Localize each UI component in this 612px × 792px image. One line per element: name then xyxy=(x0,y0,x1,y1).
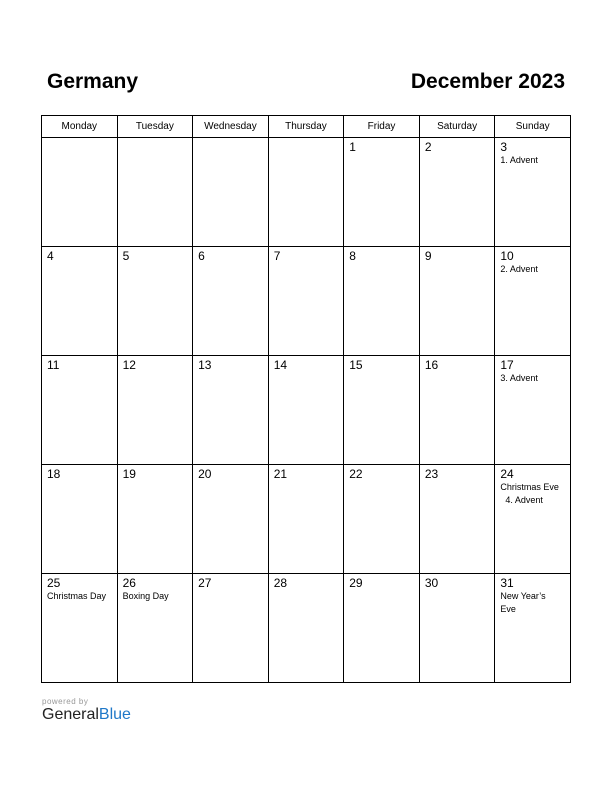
day-number: 16 xyxy=(424,358,439,372)
day-number: 26 xyxy=(122,576,136,590)
day-number: 15 xyxy=(349,358,363,372)
day-number: 10 xyxy=(500,249,514,263)
day-cell xyxy=(268,247,344,356)
holiday-list xyxy=(500,372,562,385)
day-cell xyxy=(495,138,571,247)
weekday-thursday: Thursday xyxy=(268,116,344,138)
day-number: 3 xyxy=(500,140,508,154)
day-cell xyxy=(117,356,193,465)
day-number: 14 xyxy=(273,358,288,372)
day-cell xyxy=(344,465,420,574)
day-cell xyxy=(193,247,269,356)
day-cell xyxy=(268,465,344,574)
day-number: 6 xyxy=(198,249,205,263)
day-number: 8 xyxy=(349,249,356,263)
day-cell xyxy=(193,465,269,574)
holiday-label: Christmas Eve xyxy=(500,482,559,492)
day-number: 7 xyxy=(273,249,281,263)
day-cell xyxy=(193,356,269,465)
week-row xyxy=(42,465,571,574)
holiday-list xyxy=(500,154,562,167)
day-number: 11 xyxy=(47,358,60,372)
calendar-grid xyxy=(41,115,571,683)
day-number: 1 xyxy=(349,140,356,154)
day-cell xyxy=(42,138,118,247)
day-cell xyxy=(268,138,344,247)
holiday-list xyxy=(123,590,185,603)
day-number: 21 xyxy=(273,467,288,481)
day-number: 19 xyxy=(122,467,136,481)
day-cell xyxy=(117,574,193,683)
day-cell xyxy=(495,574,571,683)
week-row xyxy=(42,574,571,683)
holiday-list xyxy=(500,481,562,507)
day-number: 9 xyxy=(424,249,432,263)
weekday-saturday: Saturday xyxy=(419,116,495,138)
holiday-label: 1. Advent xyxy=(500,155,538,165)
day-number: 30 xyxy=(424,576,439,590)
week-row xyxy=(42,356,571,465)
week-row xyxy=(42,138,571,247)
holiday-list xyxy=(500,263,562,276)
day-number: 27 xyxy=(198,576,212,590)
generalblue-logo[interactable] xyxy=(42,706,131,724)
brand-second-part: Blue xyxy=(98,706,131,723)
weekday-header-row xyxy=(42,116,571,138)
day-cell xyxy=(419,247,495,356)
day-number: 25 xyxy=(47,576,61,590)
day-cell xyxy=(495,465,571,574)
holiday-label: 2. Advent xyxy=(500,264,538,274)
day-number: 22 xyxy=(349,467,363,481)
day-cell xyxy=(344,138,420,247)
holiday-label: Christmas Day xyxy=(47,591,107,601)
month-title: December 2023 xyxy=(410,70,565,93)
day-cell xyxy=(42,574,118,683)
holiday-label: New Year’s Eve xyxy=(500,591,546,614)
week-row xyxy=(42,247,571,356)
day-number: 20 xyxy=(198,467,212,481)
day-cell xyxy=(344,356,420,465)
day-cell xyxy=(344,247,420,356)
day-cell xyxy=(344,574,420,683)
day-number: 4 xyxy=(47,249,54,263)
day-cell xyxy=(117,465,193,574)
day-cell xyxy=(268,574,344,683)
day-number: 2 xyxy=(424,140,432,154)
day-cell xyxy=(193,138,269,247)
country-title: Germany xyxy=(47,70,139,93)
day-cell xyxy=(419,465,495,574)
day-cell xyxy=(419,138,495,247)
footer-branding xyxy=(42,697,131,724)
holiday-label: 4. Advent xyxy=(505,495,543,505)
holiday-list xyxy=(500,590,562,616)
weekday-friday: Friday xyxy=(344,116,420,138)
day-number: 17 xyxy=(500,358,514,372)
day-number: 18 xyxy=(47,467,61,481)
day-cell xyxy=(117,247,193,356)
day-cell xyxy=(419,574,495,683)
day-cell xyxy=(495,247,571,356)
day-cell xyxy=(268,356,344,465)
day-number: 13 xyxy=(198,358,212,372)
day-number: 29 xyxy=(349,576,363,590)
day-cell xyxy=(42,247,118,356)
powered-by-text: powered by xyxy=(42,697,89,706)
day-cell xyxy=(42,356,118,465)
day-number: 23 xyxy=(424,467,439,481)
weekday-tuesday: Tuesday xyxy=(117,116,193,138)
brand-first-part: General xyxy=(42,706,99,723)
day-cell xyxy=(193,574,269,683)
day-cell xyxy=(42,465,118,574)
day-cell xyxy=(419,356,495,465)
day-number: 24 xyxy=(500,467,514,481)
holiday-label: Boxing Day xyxy=(122,591,169,601)
holiday-label: 3. Advent xyxy=(500,373,538,383)
day-number: 28 xyxy=(273,576,288,590)
day-cell xyxy=(495,356,571,465)
day-number: 31 xyxy=(500,576,514,590)
day-number: 12 xyxy=(122,358,136,372)
day-number: 5 xyxy=(122,249,130,263)
holiday-list xyxy=(47,590,109,603)
weekday-wednesday: Wednesday xyxy=(193,116,269,138)
weekday-sunday: Sunday xyxy=(495,116,571,138)
day-cell xyxy=(117,138,193,247)
weekday-monday: Monday xyxy=(42,116,118,138)
